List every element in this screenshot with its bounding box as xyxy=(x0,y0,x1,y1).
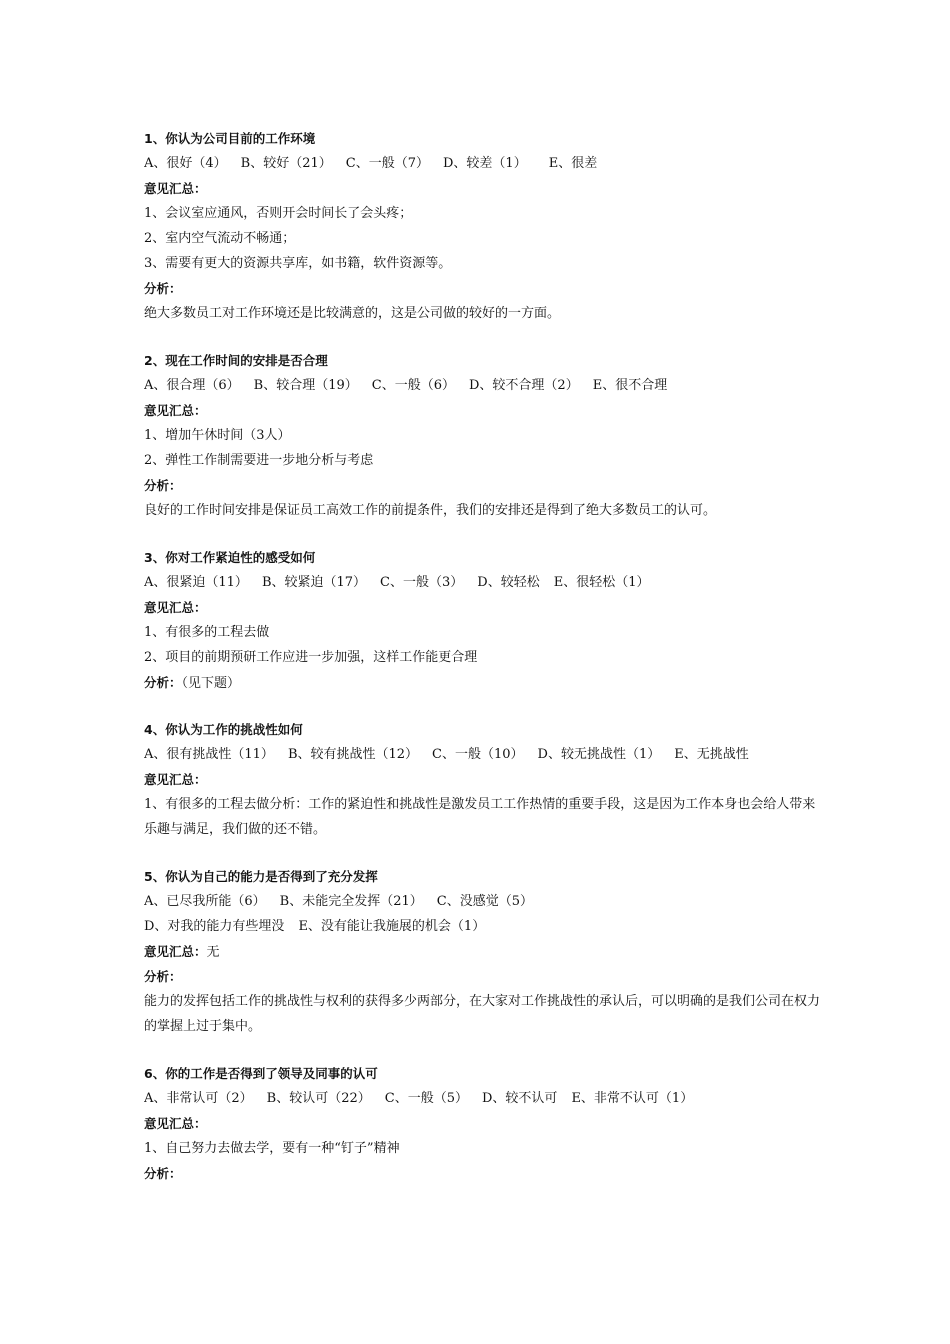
answer-option: E、很轻松（1） xyxy=(553,575,650,590)
analysis-text: 绝大多数员工对工作环境还是比较满意的，这是公司做的较好的一方面。 xyxy=(144,306,561,321)
opinion-summary-line xyxy=(144,939,824,964)
opinion-item: 2、项目的前期预研工作应进一步加强，这样工作能更合理 xyxy=(144,650,478,665)
analysis-label: 分析： xyxy=(144,478,182,493)
analysis-label: 分析： xyxy=(144,969,182,984)
answer-option: E、很差 xyxy=(548,156,598,171)
section-gap xyxy=(144,326,824,348)
section-gap xyxy=(144,695,824,717)
answer-option: B、未能完全发挥（21） xyxy=(279,894,423,909)
answer-option: B、较紧迫（17） xyxy=(261,575,367,590)
opinion-summary-label: 意见汇总： xyxy=(144,772,207,787)
answer-option: A、非常认可（2） xyxy=(144,1091,253,1106)
opinion-summary-label: 意见汇总： xyxy=(144,181,207,196)
answer-option: E、非常不认可（1） xyxy=(571,1091,694,1106)
question-section xyxy=(144,717,824,842)
answer-option: E、没有能让我施展的机会（1） xyxy=(298,919,486,934)
opinion-summary-inline: 无 xyxy=(206,945,220,960)
question-section xyxy=(144,126,824,326)
opinion-item: 1、有很多的工程去做分析：工作的紧迫性和挑战性是激发员工工作热情的重要手段，这是因为工作本身也会给人带来乐趣与满足，我们做的还不错。 xyxy=(144,797,816,837)
answer-options-row xyxy=(144,373,824,398)
answer-option: D、较不合理（2） xyxy=(469,378,579,393)
analysis-line xyxy=(144,473,824,498)
question-title: 2、现在工作时间的安排是否合理 xyxy=(144,353,328,368)
answer-option: D、对我的能力有些埋没 xyxy=(144,919,285,934)
answer-option: C、一般（5） xyxy=(384,1091,468,1106)
opinion-summary-label: 意见汇总： xyxy=(144,403,207,418)
opinion-item: 1、有很多的工程去做 xyxy=(144,625,270,640)
opinion-summary-line xyxy=(144,1111,824,1136)
answer-option: B、较好（21） xyxy=(240,156,332,171)
opinion-summary-line xyxy=(144,767,824,792)
opinion-item: 2、弹性工作制需要进一步地分析与考虑 xyxy=(144,453,374,468)
question-title: 6、你的工作是否得到了领导及同事的认可 xyxy=(144,1066,378,1081)
analysis-label: 分析： xyxy=(144,675,182,690)
answer-option: B、较合理（19） xyxy=(253,378,358,393)
analysis-text: 良好的工作时间安排是保证员工高效工作的前提条件，我们的安排还是得到了绝大多数员工的认可。 xyxy=(144,503,717,518)
opinion-summary-line xyxy=(144,595,824,620)
opinion-summary-label: 意见汇总： xyxy=(144,944,207,959)
analysis-label: 分析： xyxy=(144,1166,182,1181)
analysis-line xyxy=(144,964,824,989)
answer-option: C、一般（7） xyxy=(345,156,429,171)
answer-option: A、很合理（6） xyxy=(144,378,240,393)
opinion-summary-line xyxy=(144,398,824,423)
answer-option: B、较认可（22） xyxy=(266,1091,371,1106)
question-section xyxy=(144,1061,824,1186)
analysis-line xyxy=(144,670,824,695)
section-gap xyxy=(144,523,824,545)
answer-option: A、已尽我所能（6） xyxy=(144,894,266,909)
analysis-line xyxy=(144,1161,824,1186)
opinion-item: 1、增加午休时间（3人） xyxy=(144,428,291,443)
analysis-inline: （见下题） xyxy=(181,676,241,691)
answer-option: D、较轻松 xyxy=(477,575,540,590)
analysis-line xyxy=(144,276,824,301)
question-title: 5、你认为自己的能力是否得到了充分发挥 xyxy=(144,869,378,884)
opinion-item: 1、自己努力去做去学，要有一种“钉子”精神 xyxy=(144,1141,400,1156)
question-title: 3、你对工作紧迫性的感受如何 xyxy=(144,550,316,565)
answer-options-row xyxy=(144,914,824,939)
section-gap xyxy=(144,1039,824,1061)
section-gap xyxy=(144,842,824,864)
answer-option: A、很紧迫（11） xyxy=(144,575,248,590)
answer-option: C、没感觉（5） xyxy=(436,894,533,909)
opinion-summary-label: 意见汇总： xyxy=(144,1116,207,1131)
answer-options-row xyxy=(144,570,824,595)
answer-options-row xyxy=(144,889,824,914)
answer-option: E、无挑战性 xyxy=(674,747,749,762)
opinion-item: 2、室内空气流动不畅通； xyxy=(144,231,296,246)
answer-option: C、一般（10） xyxy=(432,747,524,762)
answer-option: D、较差（1） xyxy=(443,156,527,171)
answer-option: B、较有挑战性（12） xyxy=(287,747,419,762)
opinion-item: 1、会议室应通风，否则开会时间长了会头疼； xyxy=(144,206,413,221)
answer-options-row xyxy=(144,151,824,176)
question-title: 1、你认为公司目前的工作环境 xyxy=(144,131,316,146)
answer-options-row xyxy=(144,1086,824,1111)
opinion-summary-label: 意见汇总： xyxy=(144,600,207,615)
answer-option: A、很好（4） xyxy=(144,156,227,171)
question-section xyxy=(144,348,824,523)
question-section xyxy=(144,545,824,695)
answer-option: C、一般（6） xyxy=(371,378,455,393)
opinion-item: 3、需要有更大的资源共享库，如书籍，软件资源等。 xyxy=(144,256,452,271)
analysis-text: 能力的发挥包括工作的挑战性与权利的获得多少两部分，在大家对工作挑战性的承认后，可以明确的是我们公司在权力的掌握上过于集中。 xyxy=(144,994,821,1034)
answer-option: D、较无挑战性（1） xyxy=(537,747,661,762)
question-section xyxy=(144,864,824,1039)
opinion-summary-line xyxy=(144,176,824,201)
answer-option: D、较不认可 xyxy=(482,1091,558,1106)
answer-option: A、很有挑战性（11） xyxy=(144,747,274,762)
answer-option: E、很不合理 xyxy=(592,378,668,393)
answer-option: C、一般（3） xyxy=(380,575,464,590)
question-title: 4、你认为工作的挑战性如何 xyxy=(144,722,303,737)
answer-options-row xyxy=(144,742,824,767)
analysis-label: 分析： xyxy=(144,281,182,296)
survey-document xyxy=(144,126,824,1186)
